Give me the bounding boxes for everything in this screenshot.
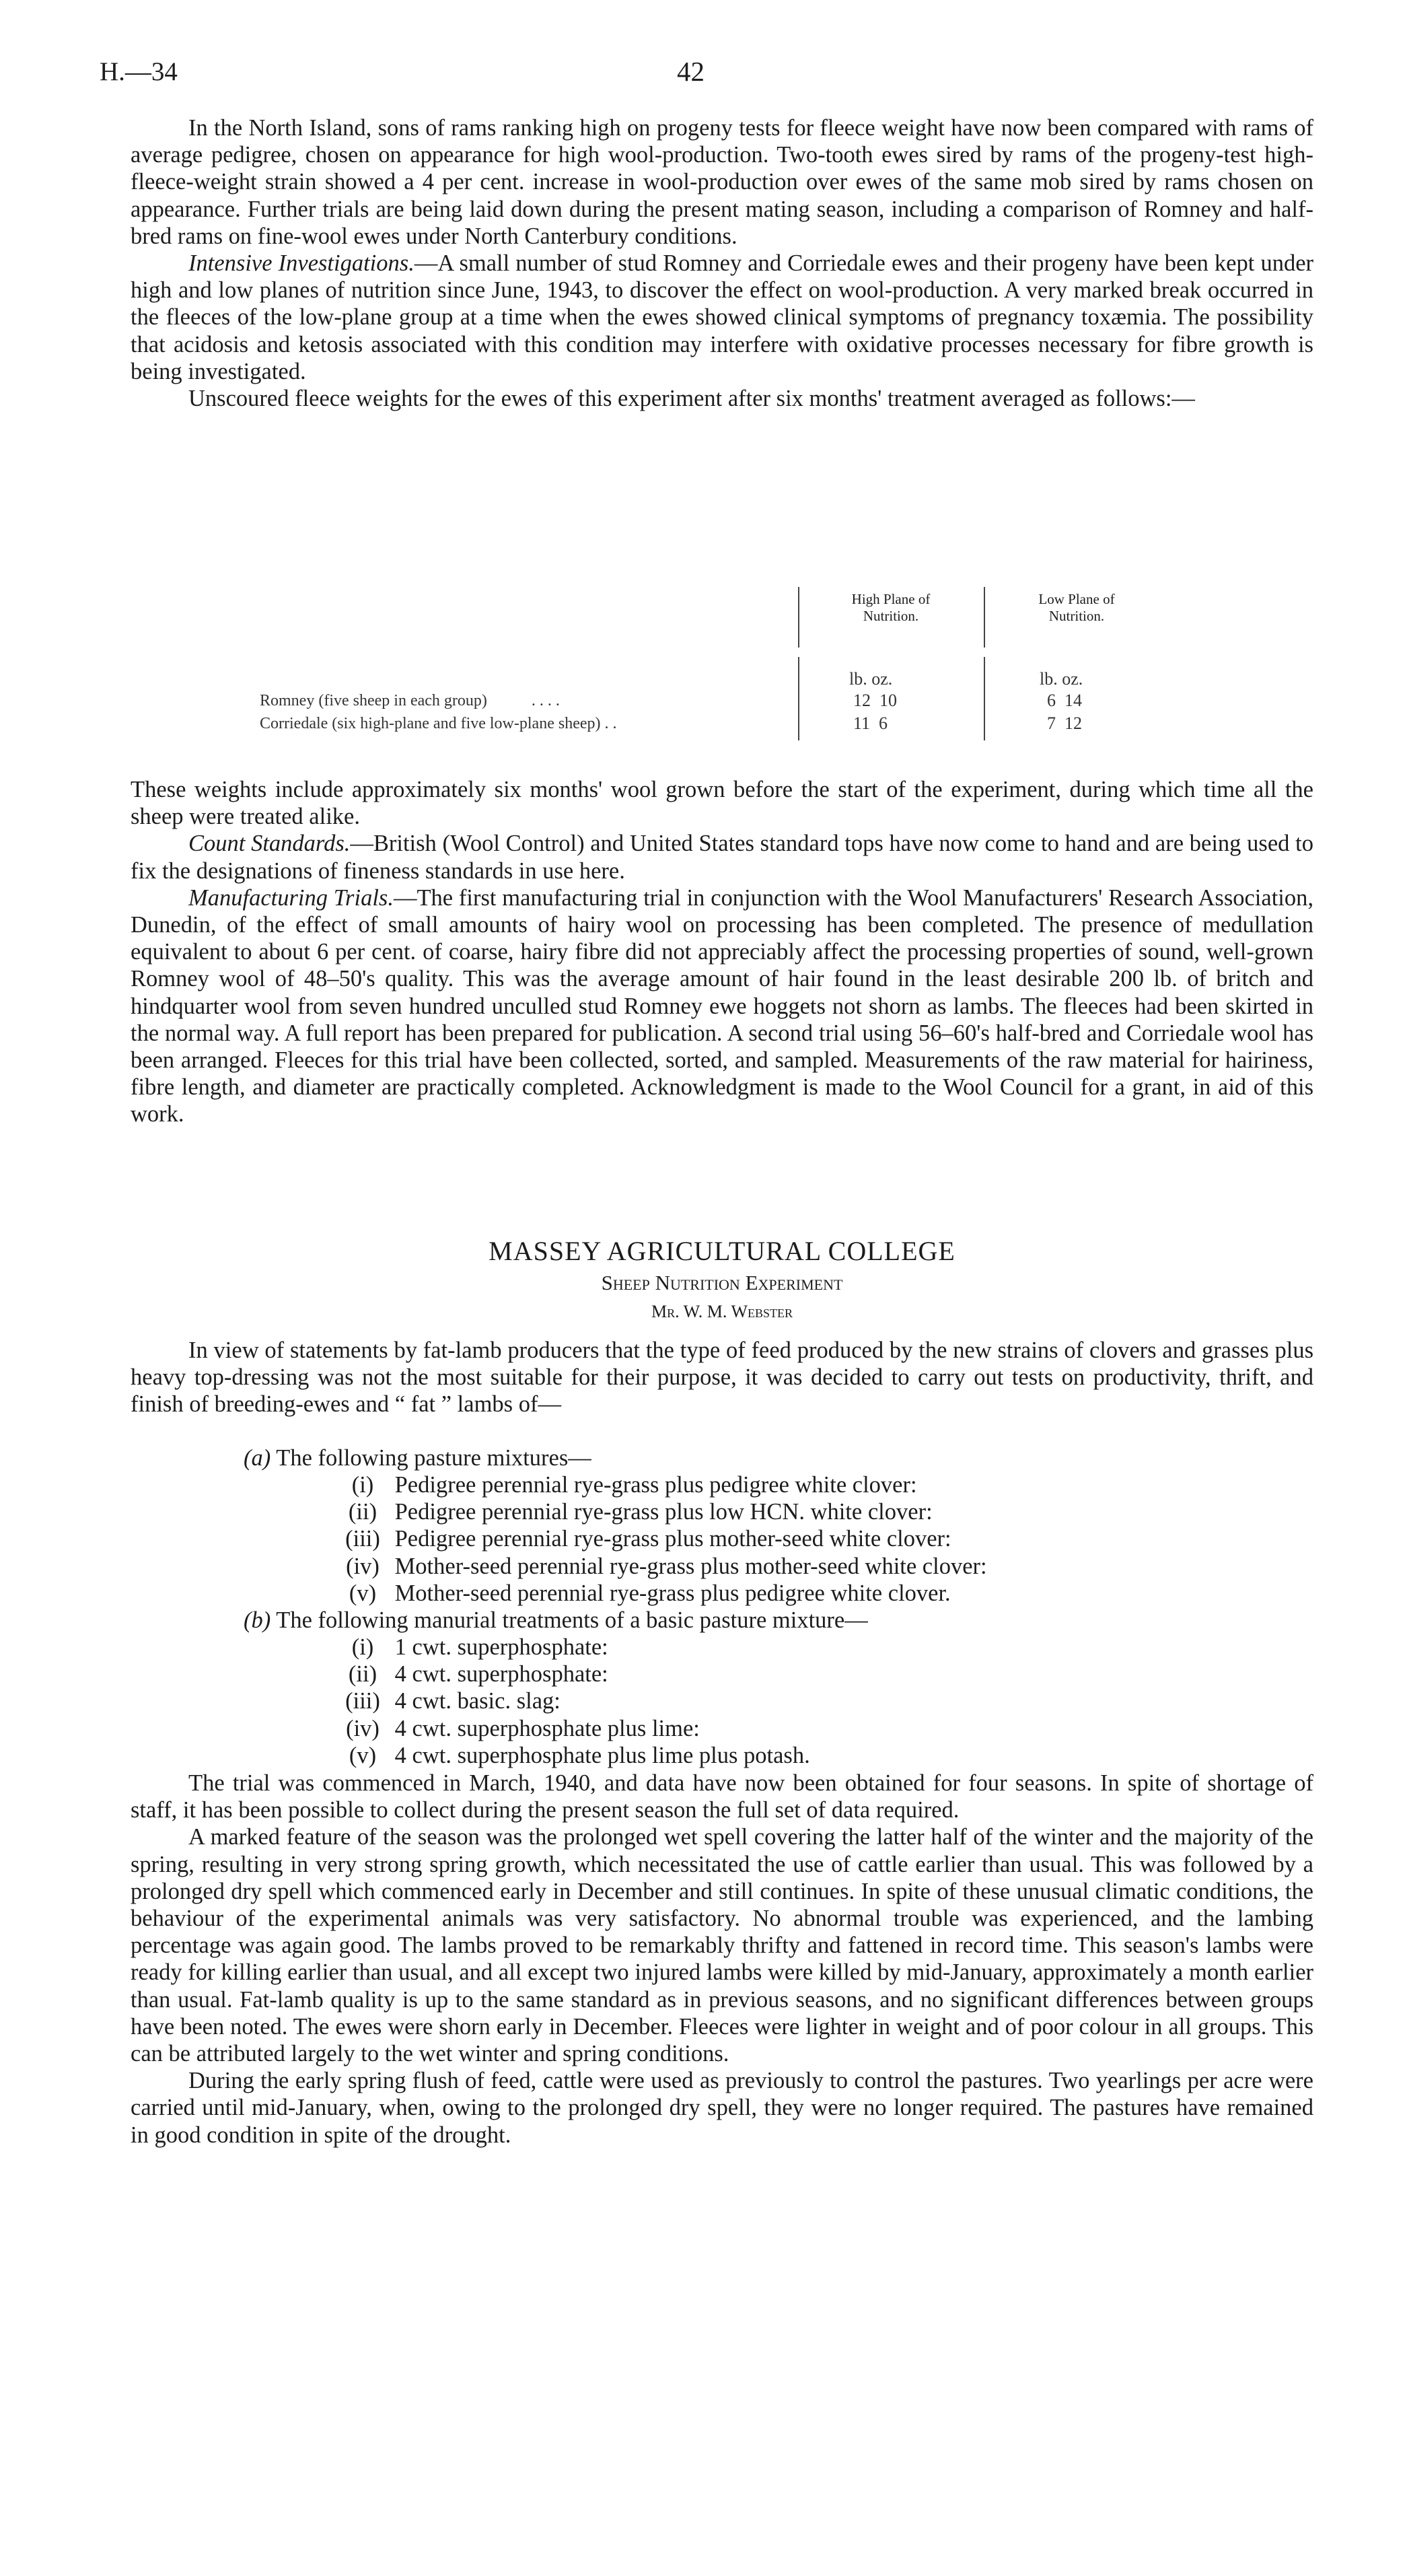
section-title: MASSEY AGRICULTURAL COLLEGE [489, 1236, 955, 1266]
table-row: Corriedale (six high-plane and five low-plane sheep) . . [260, 715, 617, 732]
col-high-header: High Plane of Nutrition. [851, 591, 931, 624]
count-text: —British (Wool Control) and United States standard tops have now come to hand and are being used to fix the designations of fineness standards in use here. [131, 831, 1313, 884]
report-code: H.—34 [100, 57, 178, 86]
fleece-lead: Unscoured fleece weights for the ewes of this experiment after six months' treatment averaged as follows:— [188, 386, 1195, 412]
romney-high: 12 10 [853, 691, 897, 710]
section-author: Mr. W. M. Webster [651, 1302, 793, 1321]
list-a [244, 1444, 591, 1471]
list-a-items [336, 1471, 987, 1607]
corriedale-high: 11 6 [853, 713, 888, 733]
count-heading: Count Standards. [188, 831, 351, 857]
section-subtitle: Sheep Nutrition Experiment [601, 1271, 843, 1294]
list-item: (ii) 4 cwt. superphosphate: [348, 1661, 608, 1687]
list-b-items [336, 1634, 810, 1769]
list-item: (ii) Pedigree perennial rye-grass plus low HCN. white clover: [348, 1499, 933, 1525]
results-section [131, 1770, 1313, 2149]
list-item: (iv) 4 cwt. superphosphate plus lime: [346, 1715, 700, 1741]
manufacturing-heading: Manufacturing Trials. [188, 884, 394, 911]
list-item: (v) 4 cwt. superphosphate plus lime plus potash. [349, 1742, 810, 1768]
table-rule [798, 657, 799, 740]
list-item: (v) Mother-seed perennial rye-grass plus pedigree white clover. [349, 1580, 951, 1606]
list-item: (iv) Mother-seed perennial rye-grass plus mother-seed white clover: [346, 1553, 987, 1579]
massey-intro-section [131, 1337, 1313, 1418]
intro-paragraph: In the North Island, sons of rams ranking high on progeny tests for fleece weight have now been compared with rams of average pedigree, chosen on appearance for high wool-production. Two-tooth ewes sired by rams of the progeny-test high-fleece-weight strain showed a 4 per cent. increase in wool-production over ewes of the same mob sired by rams chosen on appearance. Further trials are being laid down during the present mating season, including a comparison of Romney and half-bred rams on fine-wool ewes under North Canterbury conditions. [131, 115, 1313, 249]
table-rule [984, 657, 985, 740]
list-item: (iii) 4 cwt. basic. slag: [345, 1688, 561, 1714]
count-paragraph [131, 830, 1313, 884]
manufacturing-paragraph [131, 884, 1313, 1128]
pasture-paragraph: During the early spring flush of feed, cattle were used as previously to control the pastures. Two yearlings per acre were carried until mid-January, when, owing to the prolonged dry spell, they were no longer required. The pastures have remained in good condition in spite of the drought. [131, 2068, 1313, 2148]
intensive-heading: Intensive Investigations. [188, 250, 414, 277]
units-high: lb. oz. [849, 669, 893, 689]
list-b [244, 1607, 868, 1634]
wool-section [131, 776, 1313, 1128]
table-row: Romney (five sheep in each group) . . . . [260, 692, 560, 709]
list-item: (iii) Pedigree perennial rye-grass plus mother-seed white clover: [345, 1526, 951, 1552]
table-rule [984, 587, 985, 648]
manufacturing-text: —The first manufacturing trial in conjunction with the Wool Manufacturers' Research Association, Dunedin, of the effect of small amounts of hairy wool on processing has been completed. The presence of medullation equivalent to about 6 per cent. of coarse, hairy fibre did not appreciably affect the processing properties of sound, well-grown Romney wool of 48–50's quality. This was the average amount of hair found in the least desirable 200 lb. of britch and hindquarter wool from seven hundred unculled stud Romney ewe hoggets not shorn as lambs. The fleeces had been skirted in the normal way. A full report has been prepared for publication. A second trial using 56–60's half-bred and Corriedale wool has been arranged. Fleeces for this trial have been collected, sorted, and sampled. Measurements of the raw material for hairiness, fibre length, and diameter are practically completed. Acknowledgment is made to the Wool Council for a grant, in aid of this work. [131, 884, 1313, 1127]
trial-paragraph: The trial was commenced in March, 1940, and data have now been obtained for four seasons. In spite of shortage of staff, it has been possible to collect during the present season the full set of data required. [131, 1770, 1313, 1823]
units-low: lb. oz. [1040, 669, 1083, 689]
table-rule [798, 587, 799, 648]
after-table-paragraph: These weights include approximately six months' wool grown before the start of the experiment, during which time all the sheep were treated alike. [131, 777, 1313, 830]
massey-intro: In view of statements by fat-lamb producers that the type of feed produced by the new strains of clovers and grasses plus heavy top-dressing was not the most suitable for their purpose, it was decided to carry out tests on productivity, thrift, and finish of breeding-ewes and “ fat ” lambs of— [131, 1337, 1313, 1418]
list-item: (i) Pedigree perennial rye-grass plus pedigree white clover: [351, 1472, 917, 1498]
list-item: (i) 1 cwt. superphosphate: [351, 1634, 608, 1660]
col-low-header: Low Plane of Nutrition. [1038, 591, 1115, 624]
corriedale-low: 7 12 [1047, 713, 1082, 733]
romney-low: 6 14 [1047, 691, 1082, 710]
intensive-paragraph [131, 250, 1313, 385]
intro-section [131, 114, 1313, 412]
list-b-title: (b) The following manurial treatments of a basic pasture mixture— [244, 1607, 868, 1633]
season-paragraph: A marked feature of the season was the prolonged wet spell covering the latter half of the winter and the majority of the spring, resulting in very strong spring growth, which necessitated the use of cattle earlier than usual. This was followed by a prolonged dry spell which commenced early in December and still continues. In spite of these unusual climatic conditions, the behaviour of the experimental animals was very satisfactory. No abnormal trouble was experienced, and the lambing percentage was again good. The lambs proved to be remarkably thrifty and fattened in record time. This season's lambs were ready for killing earlier than usual, and all except two injured lambs were killed by mid-January, approximately a month earlier than usual. Fat-lamb quality is up to the same standard as in previous seasons, and no significant differences between groups have been noted. The ewes were shorn early in December. Fleeces were lighter in weight and of poor colour in all groups. This can be attributed largely to the wet winter and spring conditions. [131, 1824, 1313, 2067]
intensive-text: —A small number of stud Romney and Corriedale ewes and their progeny have been kept under high and low planes of nutrition since June, 1943, to discover the effect on wool-production. A very marked break occurred in the fleeces of the low-plane group at a time when the ewes showed clinical symptoms of pregnancy toxæmia. The possibility that acidosis and ketosis associated with this condition may interfere with oxidative processes necessary for fibre growth is being investigated. [131, 250, 1313, 384]
list-a-title: (a) The following pasture mixtures— [244, 1445, 591, 1471]
page-number: 42 [677, 56, 705, 87]
